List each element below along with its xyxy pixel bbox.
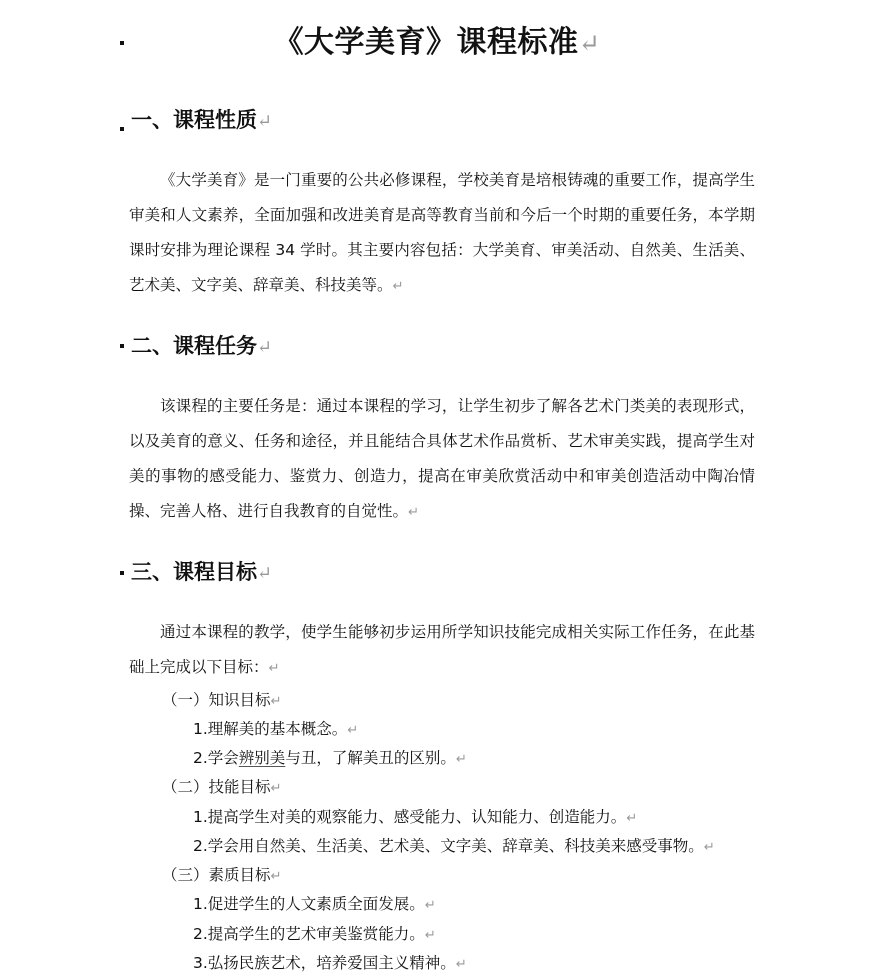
document-title: 《大学美育》课程标准↵ (273, 25, 601, 60)
pilcrow-icon: ↵ (455, 957, 467, 972)
paragraph-mark-heading-3 (120, 571, 124, 575)
pilcrow-icon: ↵ (578, 29, 601, 59)
underlined-text: 辨别美 (238, 749, 286, 767)
pilcrow-icon: ↵ (626, 811, 638, 826)
pilcrow-icon: ↵ (424, 928, 436, 943)
pilcrow-icon: ↵ (408, 505, 420, 520)
list-item: 1.理解美的基本概念。↵ (193, 720, 359, 738)
goal-group-quality: （三）素质目标↵ (162, 866, 282, 884)
section-heading-goals: 三、课程目标↵ (131, 559, 272, 584)
pilcrow-icon: ↵ (424, 898, 436, 913)
list-item: 1.促进学生的人文素质全面发展。↵ (193, 895, 436, 913)
paragraph-mark-heading-1 (120, 127, 124, 131)
pilcrow-icon: ↵ (257, 337, 272, 358)
goal-group-skill: （二）技能目标↵ (162, 778, 282, 796)
pilcrow-icon: ↵ (257, 563, 272, 584)
goal-group-knowledge: （一）知识目标↵ (162, 691, 282, 709)
section-body-goals: 通过本课程的教学，使学生能够初步运用所学知识技能完成相关实际工作任务，在此基础上完成以下目标：↵ (129, 623, 755, 676)
list-item: 2.学会用自然美、生活美、艺术美、文字美、辞章美、科技美来感受事物。↵ (193, 837, 715, 855)
pilcrow-icon: ↵ (392, 279, 404, 294)
pilcrow-icon: ↵ (703, 840, 715, 855)
pilcrow-icon: ↵ (455, 752, 467, 767)
list-item: 2.提高学生的艺术审美鉴赏能力。↵ (193, 925, 436, 943)
section-body-task: 该课程的主要任务是：通过本课程的学习，让学生初步了解各艺术门类美的表现形式，以及美育的意义、任务和途径，并且能结合具体艺术作品赏析、艺术审美实践，提高学生对美的事物的感受能力、鉴赏力、创造力，提高在审美欣赏活动中和审美创造活动中陶冶情操、完善人格、进行自我教育的自觉性。↵ (129, 397, 755, 520)
section-body-nature: 《大学美育》是一门重要的公共必修课程，学校美育是培根铸魂的重要工作，提高学生审美和人文素养，全面加强和改进美育是高等教育当前和今后一个时期的重要任务，本学期课时安排为理论课程 34 学时。其主要内容包括：大学美育、审美活动、自然美、生活美、艺术美、文字美、辞章美、科技美等。↵ (129, 171, 755, 294)
list-item: 1.提高学生对美的观察能力、感受能力、认知能力、创造能力。↵ (193, 808, 638, 826)
pilcrow-icon: ↵ (270, 781, 282, 796)
pilcrow-icon: ↵ (347, 723, 359, 738)
section-heading-task: 二、课程任务↵ (131, 333, 272, 358)
paragraph-mark-heading-2 (120, 344, 124, 348)
list-item: 2.学会辨别美与丑，了解美丑的区别。↵ (193, 749, 467, 767)
pilcrow-icon: ↵ (257, 111, 272, 132)
list-item: 3.弘扬民族艺术，培养爱国主义精神。↵ (193, 954, 467, 972)
pilcrow-icon: ↵ (270, 869, 282, 884)
pilcrow-icon: ↵ (268, 661, 280, 676)
pilcrow-icon: ↵ (270, 694, 282, 709)
section-heading-nature: 一、课程性质↵ (131, 107, 272, 132)
